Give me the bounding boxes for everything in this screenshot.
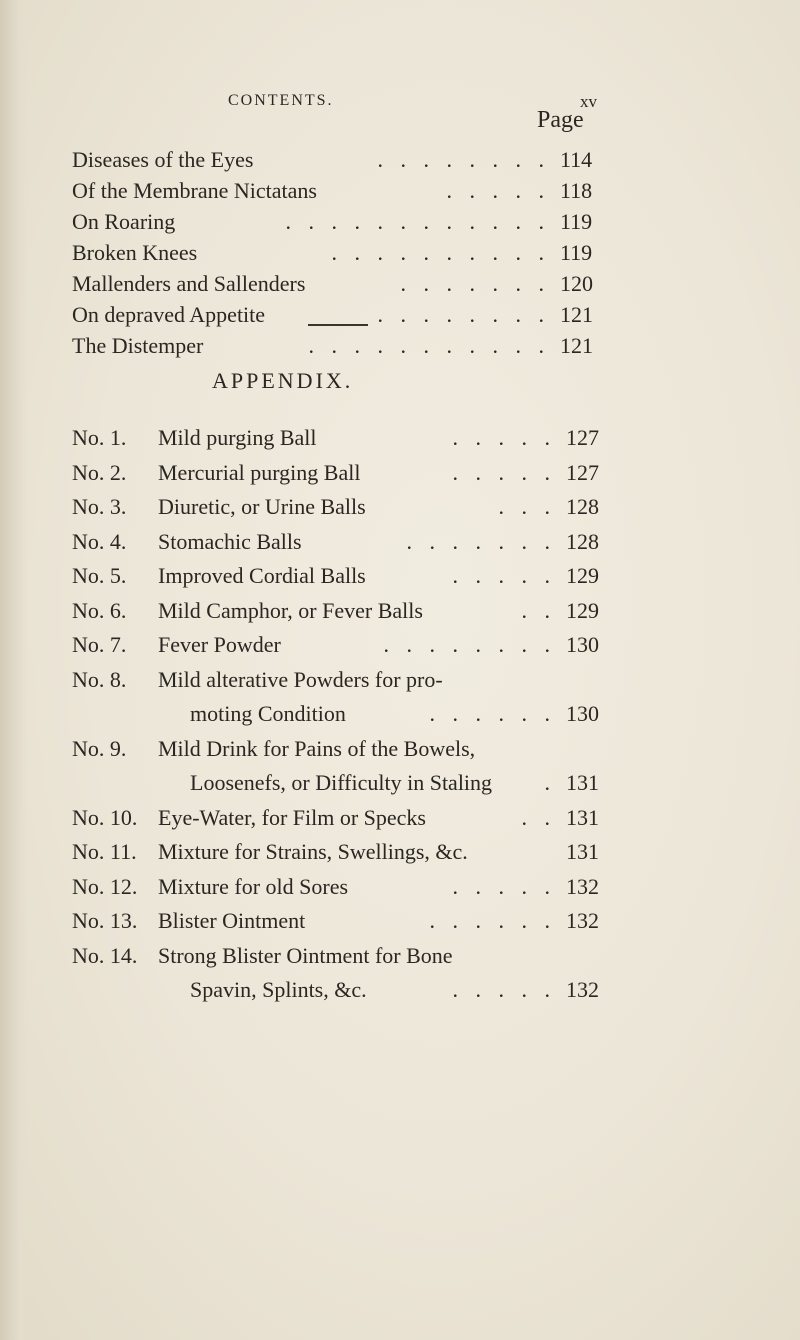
contents-entry — [72, 299, 620, 331]
running-page-number: xv — [580, 92, 597, 111]
contents-entry — [72, 144, 620, 176]
dot-leader: . . . . . — [452, 563, 556, 588]
contents-entry — [72, 237, 620, 269]
dot-leader: . . . — [498, 494, 556, 519]
page-gutter-shadow — [0, 0, 28, 1340]
dot-leader: . . . . . — [452, 425, 556, 450]
entry-page-number: 128 — [566, 494, 599, 519]
entry-title: Of the Membrane Nictatans — [72, 178, 317, 203]
dot-leader: . . . . . . — [429, 908, 556, 933]
appendix-entry — [72, 904, 622, 938]
dot-leader: . . . . . — [446, 178, 550, 203]
appendix-entry — [72, 939, 622, 973]
entry-number: No. 7. — [72, 632, 127, 657]
appendix-entry — [72, 594, 622, 628]
appendix-entry — [72, 559, 622, 593]
entry-title: Mild Drink for Pains of the Bowels, — [158, 736, 476, 761]
entry-page-number: 121 — [560, 302, 593, 327]
appendix-entry — [72, 732, 622, 766]
entry-title: Improved Cordial Balls — [158, 563, 366, 588]
appendix-entry — [72, 801, 622, 835]
entry-title: Strong Blister Ointment for Bone — [158, 943, 453, 968]
entry-page-number: 129 — [566, 563, 599, 588]
dot-leader: . . . . . — [452, 460, 556, 485]
entry-title: Mild Camphor, or Fever Balls — [158, 598, 423, 623]
entry-title: Mixture for Strains, Swellings, &c. — [158, 839, 468, 864]
entry-number: No. 11. — [72, 839, 137, 864]
entry-title: Diseases of the Eyes — [72, 147, 254, 172]
page-column-label: Page — [537, 107, 584, 133]
entry-title: On depraved Appetite — [72, 302, 266, 327]
entry-title: Spavin, Splints, &c. — [190, 977, 367, 1002]
entry-number: No. 10. — [72, 805, 138, 830]
appendix-entry — [72, 835, 622, 869]
entry-number: No. 14. — [72, 943, 138, 968]
entry-page-number: 114 — [560, 147, 593, 172]
entry-title: Mallenders and Sallenders — [72, 271, 306, 296]
entry-page-number: 120 — [560, 271, 593, 296]
appendix-entry — [72, 663, 622, 697]
dot-leader: . . . . . . . . . . . . — [285, 209, 550, 234]
entry-title: Mild purging Ball — [158, 425, 317, 450]
entry-number: No. 5. — [72, 563, 127, 588]
entry-page-number: 131 — [566, 770, 599, 795]
entry-number: No. 2. — [72, 460, 127, 485]
entry-page-number: 131 — [566, 839, 599, 864]
entry-number: No. 3. — [72, 494, 127, 519]
entry-page-number: 128 — [566, 529, 599, 554]
appendix-entry — [72, 628, 622, 662]
entry-title: Diuretic, or Urine Balls — [158, 494, 366, 519]
entry-number: No. 13. — [72, 908, 138, 933]
entry-number: No. 1. — [72, 425, 127, 450]
appendix-entry — [72, 490, 622, 524]
entry-page-number: 132 — [566, 908, 599, 933]
dot-leader: . . . . . . . — [406, 529, 556, 554]
dot-leader: . . — [521, 598, 556, 623]
entry-page-number: 132 — [566, 874, 599, 899]
running-head — [0, 92, 800, 116]
entry-page-number: 121 — [560, 333, 593, 358]
contents-entry — [72, 206, 620, 238]
entry-title: Loosenefs, or Difficulty in Staling — [190, 770, 493, 795]
appendix-entry-continuation — [72, 697, 622, 731]
dot-leader: . . . . . . . . . . . — [308, 333, 550, 358]
entry-page-number: 129 — [566, 598, 599, 623]
entry-page-number: 131 — [566, 805, 599, 830]
entry-title: Broken Knees — [72, 240, 198, 265]
entry-number: No. 4. — [72, 529, 127, 554]
entry-page-number: 130 — [566, 701, 599, 726]
entry-number: No. 12. — [72, 874, 138, 899]
entry-page-number: 118 — [560, 178, 593, 203]
dot-leader: . . . . . . . — [400, 271, 550, 296]
appendix-entry-continuation — [72, 766, 622, 800]
entry-number: No. 9. — [72, 736, 127, 761]
entry-title: Mixture for old Sores — [158, 874, 349, 899]
entry-number: No. 6. — [72, 598, 127, 623]
dot-leader: . . . . . — [452, 874, 556, 899]
entry-title: On Roaring — [72, 209, 176, 234]
entry-page-number: 127 — [566, 460, 599, 485]
dot-leader: . . . . . . . . — [383, 632, 556, 657]
appendix-entry — [72, 525, 622, 559]
running-title: CONTENTS. — [228, 92, 334, 109]
entry-title: moting Condition — [190, 701, 346, 726]
contents-entry — [72, 330, 620, 362]
entry-page-number: 119 — [560, 209, 593, 234]
dot-leader: . — [544, 770, 556, 795]
dot-leader: . . . . . — [452, 977, 556, 1002]
appendix-entry — [72, 870, 622, 904]
dot-leader: . . — [521, 805, 556, 830]
entry-page-number: 130 — [566, 632, 599, 657]
appendix-entry — [72, 456, 622, 490]
appendix-heading: APPENDIX. — [212, 368, 354, 393]
entry-title: Mild alterative Powders for pro- — [158, 667, 443, 692]
dot-leader: . . . . . . . . — [377, 147, 550, 172]
dot-leader: . . . . . . . . — [377, 302, 550, 327]
entry-number: No. 8. — [72, 667, 127, 692]
appendix-entry — [72, 421, 622, 455]
dot-leader: . . . . . . . . . . — [331, 240, 550, 265]
entry-page-number: 119 — [560, 240, 593, 265]
dot-leader: . . . . . . — [429, 701, 556, 726]
entry-title: Eye-Water, for Film or Specks — [158, 805, 426, 830]
entry-title: Blister Ointment — [158, 908, 306, 933]
section-divider — [308, 324, 368, 326]
entry-page-number: 132 — [566, 977, 599, 1002]
contents-entry — [72, 175, 620, 207]
contents-entry — [72, 268, 620, 300]
entry-page-number: 127 — [566, 425, 599, 450]
entry-title: Stomachic Balls — [158, 529, 302, 554]
entry-title: Mercurial purging Ball — [158, 460, 361, 485]
entry-title: Fever Powder — [158, 632, 281, 657]
appendix-entry-continuation — [72, 973, 622, 1007]
entry-title: The Distemper — [72, 333, 204, 358]
